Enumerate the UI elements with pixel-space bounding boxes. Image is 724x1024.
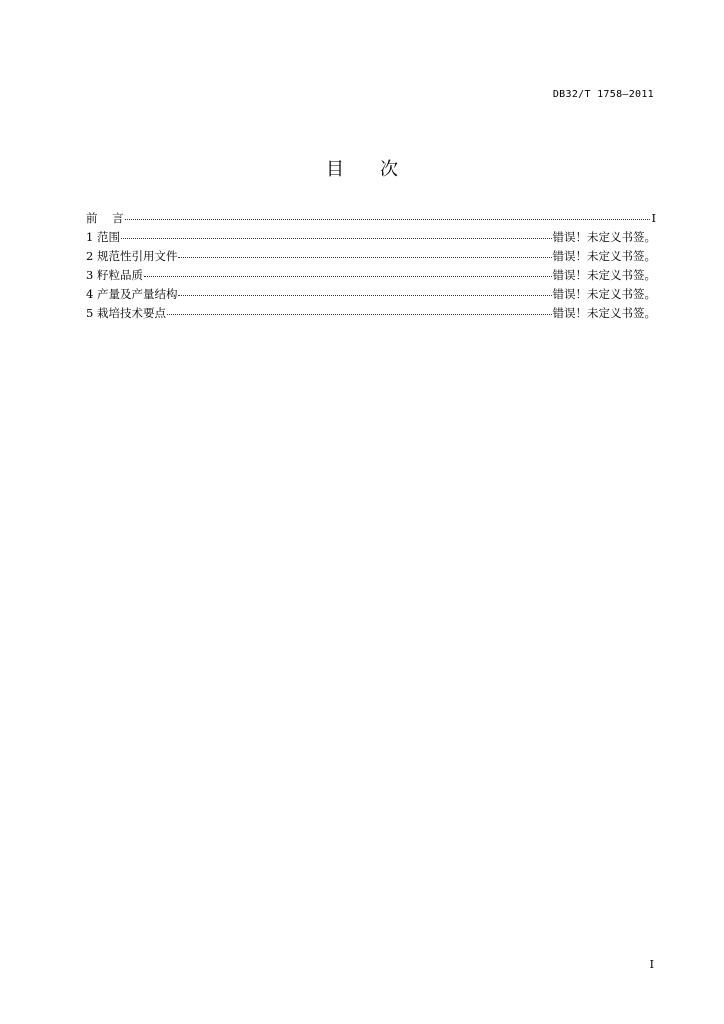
- toc-leader-dots: [178, 285, 551, 296]
- toc-entry-label: 1 范围: [86, 230, 120, 244]
- toc-title-char-2: 次: [380, 159, 398, 180]
- toc-entry-page: 错误！未定义书签。: [552, 230, 656, 244]
- toc-leader-dots: [167, 304, 552, 315]
- toc-leader-dots: [178, 247, 551, 258]
- toc-entry-scope[interactable]: [86, 229, 656, 248]
- document-code: DB32/T 1758—2011: [552, 89, 654, 100]
- toc-entry-label: 3 籽粒品质: [86, 268, 143, 282]
- toc-entry-page: 错误！未定义书签。: [552, 287, 656, 301]
- toc-entry-grain-quality[interactable]: [86, 267, 656, 286]
- toc-entry-page: 错误！未定义书签。: [552, 306, 656, 320]
- toc-title: [0, 155, 724, 181]
- toc-entry-label: 5 栽培技术要点: [86, 306, 166, 320]
- toc-entry-cultivation[interactable]: [86, 305, 656, 324]
- toc-leader-dots: [121, 228, 552, 239]
- toc-entry-label: 2 规范性引用文件: [86, 249, 178, 263]
- toc-leader-dots: [144, 266, 552, 277]
- toc-entry-page: I: [651, 211, 656, 225]
- toc-title-char-1: 目: [326, 159, 344, 180]
- page-number: I: [649, 958, 654, 971]
- toc-list: [86, 210, 656, 324]
- toc-entry-page: 错误！未定义书签。: [552, 249, 656, 263]
- toc-leader-dots: [125, 209, 651, 220]
- toc-entry-normative-references[interactable]: [86, 248, 656, 267]
- toc-entry-label: 前 言: [86, 211, 124, 225]
- toc-entry-yield-structure[interactable]: [86, 286, 656, 305]
- toc-entry-label: 4 产量及产量结构: [86, 287, 178, 301]
- toc-entry-page: 错误！未定义书签。: [552, 268, 656, 282]
- toc-entry-foreword[interactable]: [86, 210, 656, 229]
